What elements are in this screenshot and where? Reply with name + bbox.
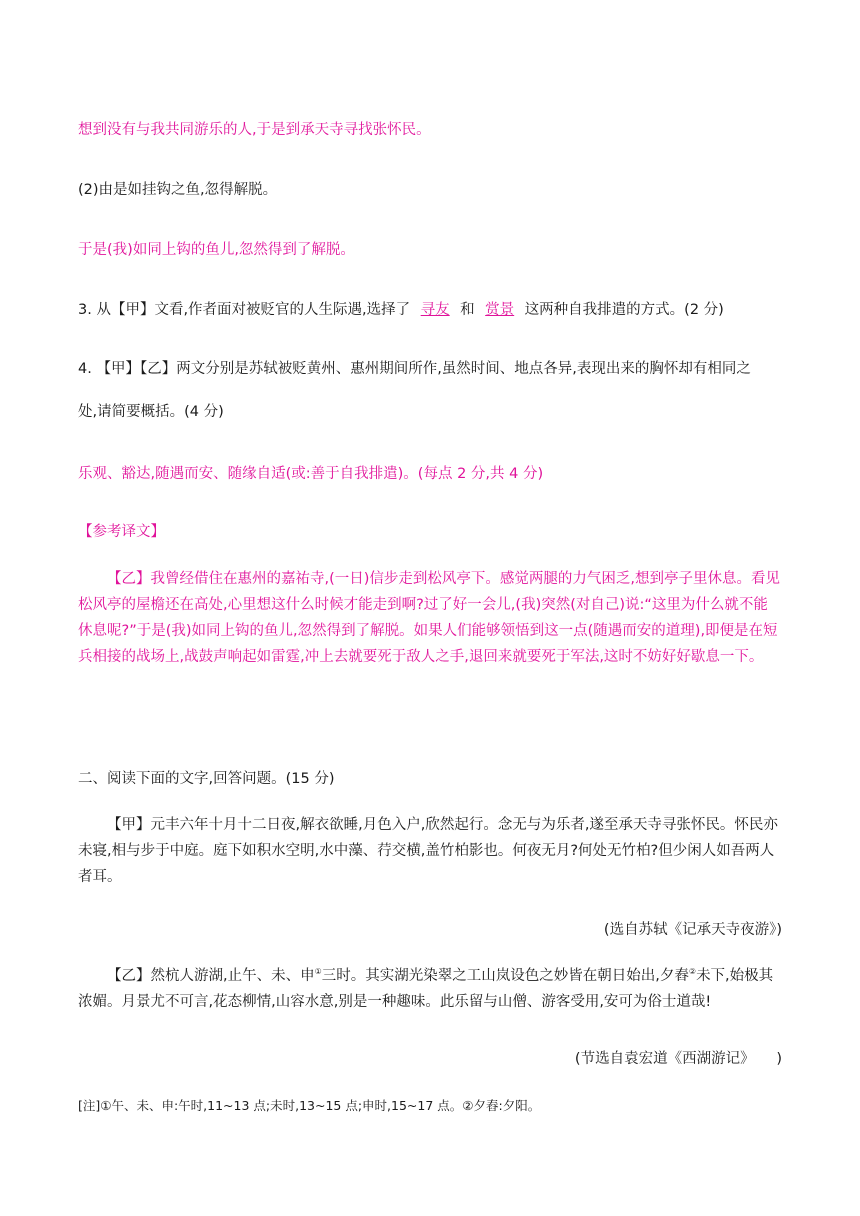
section-2-title: 二、阅读下面的文字,回答问题。(15 分) bbox=[78, 771, 335, 787]
question-3-suffix: 这两种自我排遣的方式。(2 分) bbox=[524, 302, 724, 318]
answer-2: 于是(我)如同上钩的鱼儿,忽然得到了解脱。 bbox=[78, 242, 355, 258]
passage-yi-part-1: 【乙】然杭人游湖,止午、未、申 bbox=[107, 968, 315, 984]
translation-body: 【乙】我曾经借住在惠州的嘉祐寺,(一日)信步走到松风亭下。感觉两腿的力气困乏,想到亭子里休息。看见松风亭的屋檐还在高处,心里想这什么时候才能走到啊?过了好一会儿,(我)突然(对自己)说:“这里为什么就不能休息呢?”于是(我)如同上钩的鱼儿,忽然得到了解脱。如果人们能够领悟到这一点(随遇而安的道理),即便是在短兵相接的战场上,战鼓声响起如雷霆,冲上去就要死于敌人之手,退回来就要死于军法,这时不妨好好歇息一下。 bbox=[78, 571, 781, 665]
footnote: [注]①午、未、申:午时,11~13 点;未时,13~15 点;申时,15~17 点。②夕舂:夕阳。 bbox=[78, 1098, 541, 1113]
passage-yi-part-2: 三时。其实湖光染翠之工山岚设色之妙皆在朝日始出,夕舂 bbox=[321, 968, 689, 984]
question-3-mid: 和 bbox=[460, 302, 475, 318]
passage-yi-part-3: 未下,始极其浓媚。月景尤不可言,花态柳情,山容水意,别是一种趣味。此乐留与山僧、游客受用,安可为俗士道哉! bbox=[78, 968, 774, 1010]
footnote-mark-1: ① bbox=[314, 967, 322, 977]
translation-heading: 【参考译文】 bbox=[78, 524, 165, 540]
question-3-prefix: 3. 从【甲】文看,作者面对被贬官的人生际遇,选择了 bbox=[78, 302, 411, 318]
passage-jia-source: (选自苏轼《记承天寺夜游》) bbox=[603, 922, 782, 938]
footnote-mark-2: ② bbox=[688, 967, 697, 977]
answer-4: 乐观、豁达,随遇而安、随缘自适(或:善于自我排遣)。(每点 2 分,共 4 分) bbox=[78, 466, 544, 482]
passage-jia: 【甲】元丰六年十月十二日夜,解衣欲睡,月色入户,欣然起行。念无与为乐者,遂至承天寺寻张怀民。怀民亦未寝,相与步于中庭。庭下如积水空明,水中藻、荇交横,盖竹柏影也。何夜无月?何处无竹柏?但少闲人如吾两人者耳。 bbox=[78, 817, 778, 885]
question-4-line-2: 处,请简要概括。(4 分) bbox=[78, 404, 224, 420]
passage-yi bbox=[78, 963, 782, 1015]
blank-answer-1: 寻友 bbox=[420, 302, 450, 318]
blank-answer-2: 赏景 bbox=[485, 302, 515, 318]
answer-1: 想到没有与我共同游乐的人,于是到承天寺寻找张怀民。 bbox=[78, 122, 431, 138]
question-2: (2)由是如挂钩之鱼,忽得解脱。 bbox=[78, 182, 278, 198]
question-4-line-1: 4. 【甲】【乙】两文分别是苏轼被贬黄州、惠州期间所作,虽然时间、地点各异,表现出来的胸怀却有相同之 bbox=[78, 361, 751, 377]
passage-yi-source: (节选自袁宏道《西湖游记》 ) bbox=[574, 1051, 782, 1067]
question-3 bbox=[78, 298, 724, 319]
